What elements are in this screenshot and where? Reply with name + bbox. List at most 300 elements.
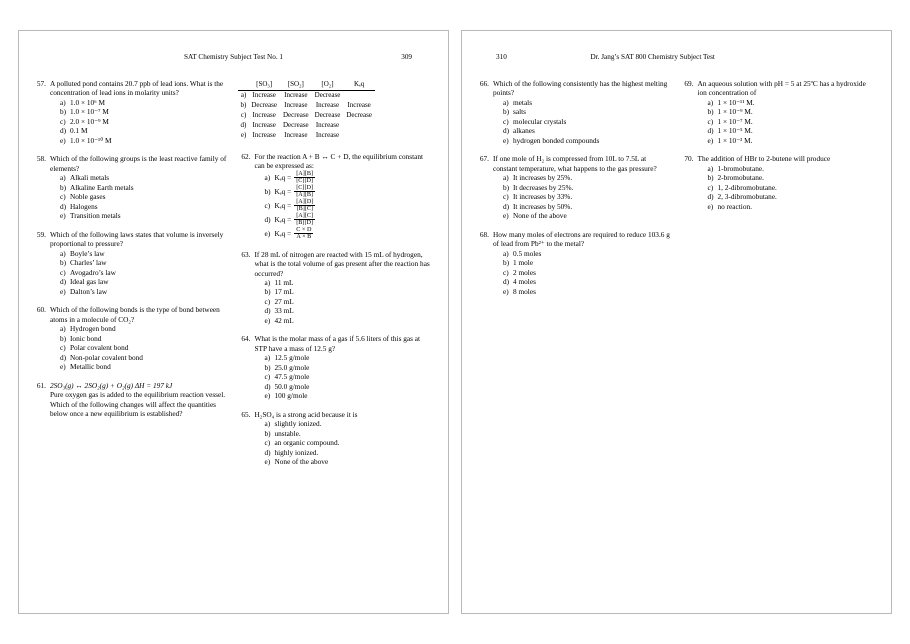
question-number: 61. <box>36 380 46 390</box>
choice-b <box>493 258 671 267</box>
choice-d <box>255 213 433 227</box>
question-62 <box>240 152 433 241</box>
choice-d <box>255 448 433 457</box>
left-page <box>18 30 449 614</box>
left-page-header <box>35 53 432 67</box>
choice-list <box>255 353 433 400</box>
choice-letter: a) <box>707 97 714 107</box>
choice-e <box>493 136 671 145</box>
choice-text: an organic compound. <box>274 438 340 448</box>
choice-text: None of the above <box>274 457 329 467</box>
choice-text: 0.5 moles <box>513 248 542 258</box>
choice-letter: c) <box>707 182 714 192</box>
choice-letter: e) <box>503 211 509 221</box>
choice-text: Transition metals <box>70 211 121 221</box>
choice-e <box>493 211 671 220</box>
fraction <box>294 185 315 199</box>
choice-b <box>50 258 228 267</box>
choice-e <box>698 202 876 211</box>
choice-c <box>698 183 876 192</box>
question-number: 66. <box>479 79 489 88</box>
question-stem: Which of the following bonds is the type of bond between atoms in a molecule of CO₂? <box>50 305 220 324</box>
choice-letter: b) <box>60 258 67 268</box>
question-stem: If one mole of H₂ is compressed from 10L to 7.5L at constant temperature, what happens to the gas pressure? <box>493 154 657 173</box>
cell: Decrease <box>314 91 341 100</box>
choice-letter: e) <box>503 286 509 296</box>
choice-d <box>698 126 876 135</box>
choice-letter: d) <box>60 352 67 362</box>
choice-a <box>493 173 671 182</box>
choice-d <box>698 192 876 201</box>
row-letter: e) <box>240 131 247 140</box>
choice-a <box>50 98 228 107</box>
choice-letter: a) <box>503 173 509 183</box>
choice-letter: b) <box>60 333 67 343</box>
choice-letter: e) <box>503 135 509 145</box>
question-61 <box>35 381 228 419</box>
choice-text: 2.0 × 10⁻⁹ M <box>70 116 109 126</box>
question-number: 65. <box>241 409 251 419</box>
row-letter: a) <box>240 91 247 100</box>
question-number: 69. <box>684 79 694 88</box>
question-66 <box>478 79 671 145</box>
choice-b <box>698 173 876 182</box>
choice-c <box>698 117 876 126</box>
choice-letter: e) <box>264 315 271 325</box>
choice-text: Alkaline Earth metals <box>70 182 134 192</box>
left-col-2 <box>240 79 433 476</box>
choice-b <box>50 334 228 343</box>
cell: Increase <box>252 121 276 130</box>
choice-text: None of the above <box>513 211 567 221</box>
choice-text: no reaction. <box>717 201 752 211</box>
cell: Increase <box>284 101 308 110</box>
choice-list <box>493 249 671 296</box>
col-header-so2: [SO₂] <box>280 80 312 91</box>
choice-letter: c) <box>60 267 66 277</box>
question-67 <box>478 154 671 220</box>
choice-e <box>493 287 671 296</box>
fraction <box>294 199 315 213</box>
choice-letter: a) <box>503 97 509 107</box>
cell: Increase <box>315 101 340 110</box>
choice-text: Ideal gas law <box>70 277 109 287</box>
question-number: 60. <box>36 305 46 315</box>
question-stem: H₂SO₄ is a strong acid because it is <box>254 409 358 419</box>
choice-text: It increases by 50%. <box>513 201 573 211</box>
choice-text: It increases by 25%. <box>513 173 573 183</box>
question-number: 68. <box>479 229 489 239</box>
question-number: 64. <box>241 334 251 344</box>
choice-text: Dalton’s law <box>70 286 108 296</box>
question-59 <box>35 230 228 296</box>
choice-c <box>255 297 433 306</box>
choice-e <box>255 316 433 325</box>
choice-letter: b) <box>707 107 714 117</box>
col-header-so3: [SO₃] <box>248 80 280 91</box>
right-col-1 <box>478 79 671 305</box>
denominator: [B][D] <box>296 219 314 227</box>
choice-list <box>50 173 228 220</box>
numerator: [A][B] <box>296 169 314 177</box>
fraction <box>294 213 315 227</box>
choice-text: 50.0 g/mole <box>274 381 310 391</box>
choice-b <box>50 107 228 116</box>
question-stem: What is the molar mass of a gas if 5.6 liters of this gas at STP have a mass of 12.5 g? <box>254 334 421 353</box>
cell: Decrease <box>283 121 309 130</box>
denominator: [C][D] <box>296 177 314 185</box>
choice-letter: e) <box>60 286 66 296</box>
choice-e <box>50 287 228 296</box>
choice-list <box>50 249 228 296</box>
choice-text: 1 mole <box>513 258 534 268</box>
question-stem: Which of the following laws states that volume is inversely proportional to pressure? <box>50 229 224 249</box>
right-header-title: Dr. Jang’s SAT 800 Chemistry Subject Test <box>590 53 715 61</box>
choice-letter: b) <box>264 362 271 372</box>
choice-d <box>50 126 228 135</box>
question-stem: An aqueous solution with pH = 5 at 25ºC has a hydroxide ion concentration of <box>697 79 866 98</box>
choice-letter: d) <box>264 381 271 391</box>
cell: Increase <box>315 121 340 130</box>
question-69 <box>683 79 876 145</box>
table-corner <box>238 80 249 91</box>
choice-letter: e) <box>707 201 714 211</box>
choice-b <box>698 107 876 116</box>
choice-d <box>493 277 671 286</box>
question-stem: Pure oxygen gas is added to the equilibrium reaction vessel. Which of the following changes will affect the quantities below once a new equilibrium is established? <box>50 390 226 419</box>
choice-text: Ionic bond <box>70 333 102 343</box>
choice-letter: d) <box>264 447 271 457</box>
row-letter: d) <box>240 121 247 130</box>
question-70 <box>683 154 876 211</box>
cell: Decrease <box>283 111 309 120</box>
choice-letter: c) <box>264 372 271 382</box>
choice-letter: a) <box>264 277 271 287</box>
choice-letter: a) <box>60 248 66 258</box>
choice-text: Metallic bond <box>70 362 111 372</box>
choice-e <box>50 136 228 145</box>
keq-label: Kₑq = <box>274 172 292 182</box>
choice-b <box>50 183 228 192</box>
cell: Decrease <box>346 111 372 120</box>
choice-b <box>493 107 671 116</box>
question-stem: Which of the following consistently has the highest melting points? <box>493 79 668 98</box>
choice-d <box>255 306 433 315</box>
choice-list <box>493 98 671 145</box>
choice-letter: c) <box>503 267 509 277</box>
choice-d <box>493 126 671 135</box>
choice-d <box>50 277 228 286</box>
col-header-o2: [O₂] <box>312 80 344 91</box>
right-page-columns <box>478 79 875 305</box>
choice-a <box>255 278 433 287</box>
choice-text: 1.0 × 10⁶ M <box>70 97 106 107</box>
question-number: 70. <box>684 154 694 164</box>
choice-letter: e) <box>60 211 66 221</box>
choice-a <box>255 419 433 428</box>
choice-text: Noble gases <box>70 192 106 202</box>
choice-text: 27 mL <box>274 296 294 306</box>
choice-text: 100 g/mole <box>274 391 308 401</box>
choice-letter: a) <box>707 163 714 173</box>
choice-letter: c) <box>264 296 271 306</box>
choice-text: 47.5 g/mole <box>274 372 310 382</box>
keq-label: Kₑq = <box>274 200 292 210</box>
choice-c <box>50 343 228 352</box>
col-header-keq: Kₑq <box>343 80 375 91</box>
cell: Increase <box>252 111 276 120</box>
choice-text: 2, 3-dibromobutane. <box>717 192 777 202</box>
choice-text: alkanes <box>513 126 535 136</box>
choice-list <box>50 324 228 371</box>
question-number: 59. <box>36 229 46 239</box>
numerator: C × D <box>296 225 312 233</box>
choice-text: 2-bromobutane. <box>717 173 764 183</box>
fraction <box>294 227 313 241</box>
choice-letter: d) <box>60 126 67 136</box>
choice-letter: d) <box>503 277 510 287</box>
question-64 <box>240 334 433 400</box>
numerator: [C][D] <box>296 183 314 191</box>
choice-text: Hydrogen bond <box>70 324 116 334</box>
choice-letter: b) <box>503 107 510 117</box>
row-letter: b) <box>240 101 247 110</box>
choice-text: 4 moles <box>513 277 536 287</box>
choice-text: 1.0 × 10⁻⁷ M <box>70 107 109 117</box>
question-number: 63. <box>241 249 251 259</box>
choice-c <box>255 438 433 447</box>
choice-text: 11 mL <box>274 277 294 287</box>
choice-text: 1 × 10⁻⁷ M. <box>717 116 753 126</box>
choice-c <box>255 199 433 213</box>
choice-letter: e) <box>60 362 66 372</box>
choice-text: 12.5 g/mole <box>274 353 310 363</box>
question-58 <box>35 154 228 220</box>
choice-letter: a) <box>264 353 271 363</box>
choice-letter: b) <box>60 182 67 192</box>
choice-a <box>493 249 671 258</box>
choice-a <box>255 353 433 362</box>
choice-letter: e) <box>60 135 66 145</box>
choice-letter: c) <box>60 116 66 126</box>
choice-letter: d) <box>503 201 510 211</box>
question-63 <box>240 250 433 326</box>
left-page-columns <box>35 79 432 476</box>
question-65 <box>240 410 433 467</box>
question-60 <box>35 305 228 371</box>
cell: Increase <box>347 101 371 110</box>
table-header-row <box>238 80 375 91</box>
choice-text: Charles’ law <box>70 258 107 268</box>
denominator: [B][C] <box>296 205 314 213</box>
choice-letter: b) <box>503 258 510 268</box>
choice-text: 1-bromobutane. <box>717 163 764 173</box>
choice-letter: d) <box>707 126 714 136</box>
equilibrium-table <box>238 80 375 142</box>
cell <box>343 131 375 141</box>
table-row <box>238 131 375 141</box>
choice-letter: b) <box>264 428 271 438</box>
choice-c <box>493 192 671 201</box>
choice-b <box>255 363 433 372</box>
choice-letter: a) <box>60 324 66 334</box>
choice-e <box>255 227 433 241</box>
choice-text: Avogadro’s law <box>70 267 116 277</box>
choice-a <box>50 249 228 258</box>
choice-text: 0.1 M <box>70 126 88 136</box>
question-number: 57. <box>36 79 46 88</box>
choice-letter: a) <box>264 172 271 182</box>
choice-a <box>698 164 876 173</box>
table-row <box>238 111 375 121</box>
choice-letter: c) <box>264 200 271 210</box>
choice-text: Non-polar covalent bond <box>70 352 143 362</box>
choice-e <box>50 362 228 371</box>
question-stem: How many moles of electrons are required to reduce 103.6 g of lead from Pb²⁺ to the metal? <box>493 229 670 249</box>
cell: Decrease <box>251 101 277 110</box>
choice-list <box>698 98 876 145</box>
choice-letter: a) <box>60 97 66 107</box>
denominator: [A][B] <box>296 191 314 199</box>
right-page-number: 310 <box>496 53 507 61</box>
keq-label: Kₑq = <box>274 186 292 196</box>
choice-b <box>255 287 433 296</box>
choice-a <box>255 171 433 185</box>
choice-text: molecular crystals <box>513 116 567 126</box>
choice-letter: b) <box>264 186 271 196</box>
choice-letter: e) <box>264 391 271 401</box>
cell: Decrease <box>314 111 341 120</box>
choice-c <box>50 117 228 126</box>
choice-letter: d) <box>264 214 271 224</box>
choice-letter: b) <box>264 287 271 297</box>
choice-list <box>493 173 671 220</box>
cell: Increase <box>315 131 340 140</box>
choice-text: 1 × 10⁻⁹ M. <box>717 107 753 117</box>
choice-text: 25.0 g/mole <box>274 362 310 372</box>
choice-d <box>50 202 228 211</box>
left-col-1 <box>35 79 228 476</box>
question-number: 62. <box>241 151 251 161</box>
choice-text: It increases by 33%. <box>513 192 573 202</box>
choice-letter: d) <box>60 201 67 211</box>
table-row <box>238 121 375 131</box>
choice-letter: a) <box>264 419 271 429</box>
choice-letter: d) <box>60 277 67 287</box>
choice-b <box>493 183 671 192</box>
choice-text: Boyle’s law <box>70 248 105 258</box>
choice-text: 33 mL <box>274 306 294 316</box>
choice-letter: b) <box>503 182 510 192</box>
choice-letter: b) <box>707 173 714 183</box>
choice-list <box>698 164 876 211</box>
choice-a <box>50 173 228 182</box>
choice-text: 1 × 10⁻³ M. <box>717 135 753 145</box>
question-57 <box>35 79 228 145</box>
choice-letter: c) <box>707 116 714 126</box>
choice-letter: c) <box>60 343 66 353</box>
choice-text: metals <box>513 97 533 107</box>
choice-letter: d) <box>264 306 271 316</box>
choice-c <box>493 268 671 277</box>
question-stem: The addition of HBr to 2-butene will produce <box>697 154 831 164</box>
choice-text: 17 mL <box>274 287 294 297</box>
choice-text: Polar covalent bond <box>70 343 129 353</box>
choice-c <box>493 117 671 126</box>
table-row <box>238 101 375 111</box>
denominator: A × B <box>296 233 312 241</box>
question-stem: If 28 mL of nitrogen are reacted with 15 mL of hydrogen, what is the total volume of gas present after the reaction has occurred? <box>254 249 430 278</box>
choice-text: Alkali metals <box>70 173 110 183</box>
choice-c <box>50 268 228 277</box>
choice-a <box>50 324 228 333</box>
choice-letter: e) <box>707 135 714 145</box>
choice-e <box>255 457 433 466</box>
question-number: 58. <box>36 154 46 164</box>
choice-a <box>698 98 876 107</box>
question-68 <box>478 230 671 296</box>
question-stem: For the reaction A + B ↔ C + D, the equilibrium constant can be expressed as: <box>254 151 424 171</box>
right-page <box>461 30 892 614</box>
choice-text: hydrogen bonded compounds <box>513 135 600 145</box>
choice-letter: c) <box>60 192 66 202</box>
cell <box>343 91 375 102</box>
choice-letter: c) <box>503 192 509 202</box>
choice-a <box>493 98 671 107</box>
choice-text: 1 × 10⁻¹¹ M. <box>717 97 755 107</box>
choice-letter: c) <box>503 116 509 126</box>
row-letter: c) <box>240 111 247 120</box>
right-page-header <box>478 53 875 67</box>
choice-c <box>255 372 433 381</box>
choice-letter: d) <box>503 126 510 136</box>
choice-e <box>255 391 433 400</box>
choice-text: 42 mL <box>274 315 294 325</box>
choice-text: It decreases by 25%. <box>513 182 574 192</box>
choice-letter: b) <box>60 107 67 117</box>
numerator: [A][C] <box>296 211 314 219</box>
choice-text: 1 × 10⁻⁵ M. <box>717 126 753 136</box>
choice-text: 1.0 × 10⁻¹⁰ M <box>70 135 112 145</box>
choice-text: 8 moles <box>513 286 536 296</box>
choice-letter: a) <box>503 248 509 258</box>
choice-text: 1, 2-dibromobutane. <box>717 182 777 192</box>
table-row <box>238 91 375 102</box>
left-header-title: SAT Chemistry Subject Test No. 1 <box>183 53 284 61</box>
keq-label: Kₑq = <box>274 228 292 238</box>
cell: Increase <box>252 131 276 140</box>
question-number: 67. <box>479 154 489 164</box>
question-stem: Which of the following groups is the least reactive family of elements? <box>50 154 227 173</box>
choice-e <box>50 211 228 220</box>
choice-list <box>255 278 433 325</box>
keq-label: Kₑq = <box>274 214 292 224</box>
cell: Increase <box>252 91 276 100</box>
choice-c <box>50 192 228 201</box>
choice-text: slightly ionized. <box>274 419 322 429</box>
cell <box>343 121 375 131</box>
choice-text: salts <box>513 107 526 117</box>
fraction <box>294 171 315 185</box>
choice-letter: e) <box>264 228 271 238</box>
question-stem: A polluted pond contains 20.7 ppb of lead ions. What is the concentration of lead ions in molarity units? <box>50 79 224 98</box>
choice-text: 2 moles <box>513 267 536 277</box>
cell: Increase <box>284 91 308 100</box>
choice-e <box>698 136 876 145</box>
choice-d <box>493 202 671 211</box>
choice-letter: d) <box>707 192 714 202</box>
cell: Increase <box>284 131 308 140</box>
